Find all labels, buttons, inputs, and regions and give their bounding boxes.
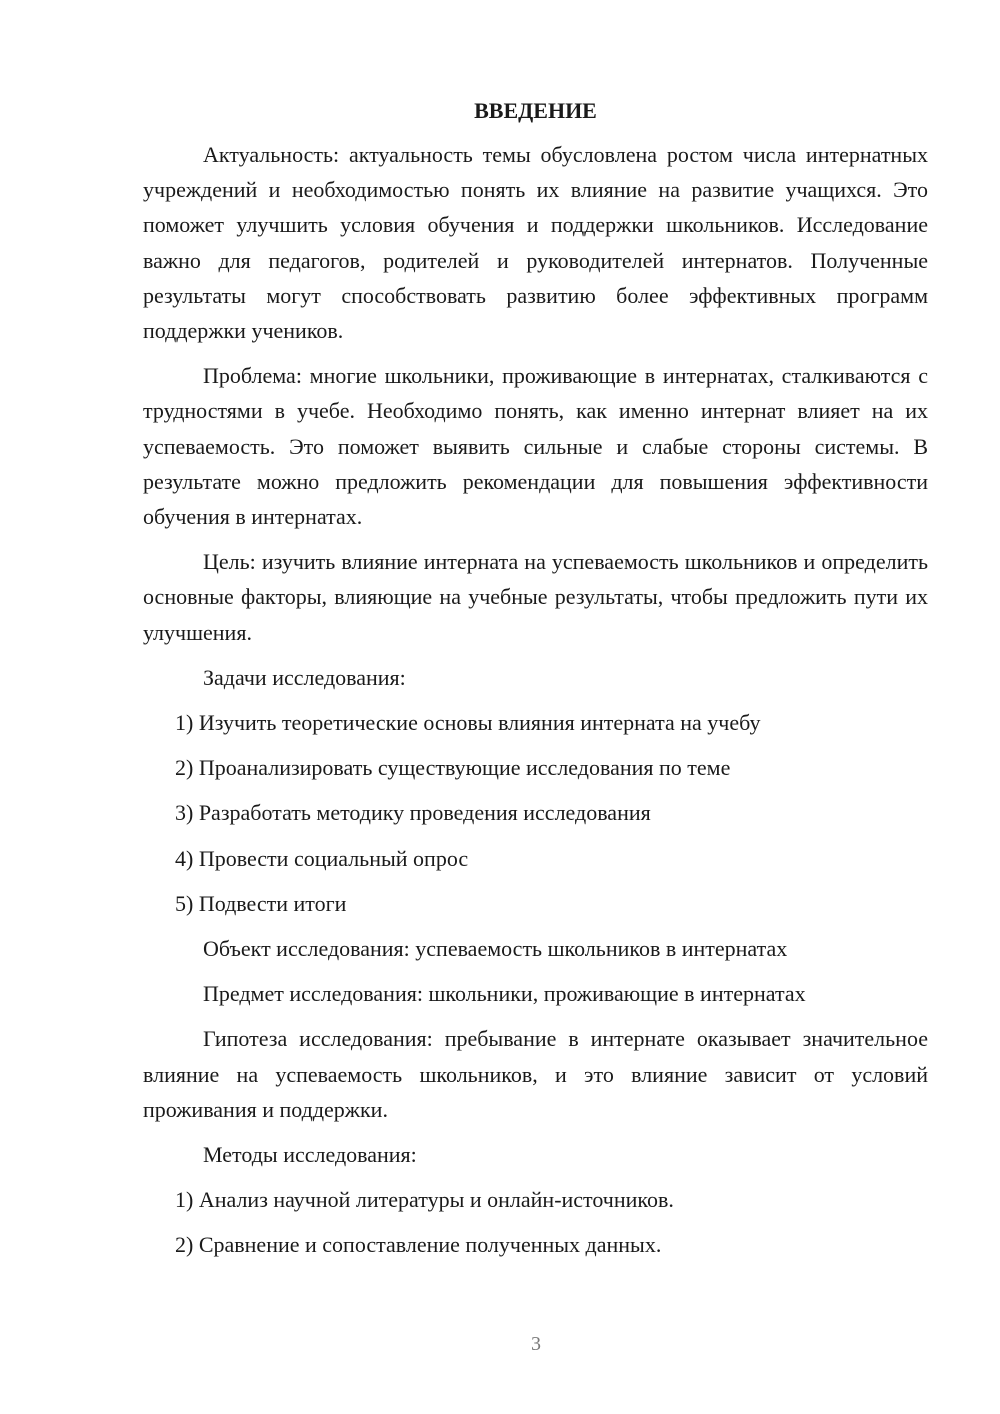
document-page xyxy=(143,95,928,1273)
task-item-5: 5) Подвести итоги xyxy=(175,890,347,916)
task-item-3: 3) Разработать методику проведения исследования xyxy=(175,800,651,826)
page-number: 3 xyxy=(531,1333,541,1355)
task-item-2: 2) Проанализировать существующие исследования по теме xyxy=(175,755,731,781)
method-item-2: 2) Сравнение и сопоставление полученных данных. xyxy=(175,1232,662,1258)
tasks-heading: Задачи исследования: xyxy=(203,664,406,690)
methods-list xyxy=(143,1182,928,1262)
task-item-4: 4) Провести социальный опрос xyxy=(175,845,469,871)
paragraph-object: Объект исследования: успеваемость школьников в интернатах xyxy=(203,936,788,962)
paragraph-problem: Проблема: многие школьники, проживающие в интернатах, сталкиваются с трудностями в учебе. Необходимо понять, как именно интернат влияет на их успеваемость. Это поможет выявить сильные и слабые стороны системы. В результате можно предложить рекомендации для повышения эффективности обучения в интернатах. xyxy=(143,363,928,530)
section-title: ВВЕДЕНИЕ xyxy=(474,98,597,123)
methods-heading: Методы исследования: xyxy=(203,1142,417,1168)
tasks-list xyxy=(143,705,928,921)
paragraph-goal: Цель: изучить влияние интерната на успеваемость школьников и определить основные факторы, влияющие на учебные результаты, чтобы предложить пути их улучшения. xyxy=(143,549,928,645)
task-item-1: 1) Изучить теоретические основы влияния интерната на учебу xyxy=(175,710,761,736)
method-item-1: 1) Анализ научной литературы и онлайн-источников. xyxy=(175,1187,674,1213)
paragraph-subject: Предмет исследования: школьники, проживающие в интернатах xyxy=(203,981,806,1007)
paragraph-hypothesis: Гипотеза исследования: пребывание в интернате оказывает значительное влияние на успеваемость школьников, и это влияние зависит от условий проживания и поддержки. xyxy=(143,1026,928,1122)
paragraph-relevance: Актуальность: актуальность темы обусловлена ростом числа интернатных учреждений и необходимостью понять их влияние на развитие учащихся. Это поможет улучшить условия обучения и поддержки школьников. Исследование важно для педагогов, родителей и руководителей интернатов. Полученные результаты могут способствовать развитию более эффективных программ поддержки учеников. xyxy=(143,142,928,344)
